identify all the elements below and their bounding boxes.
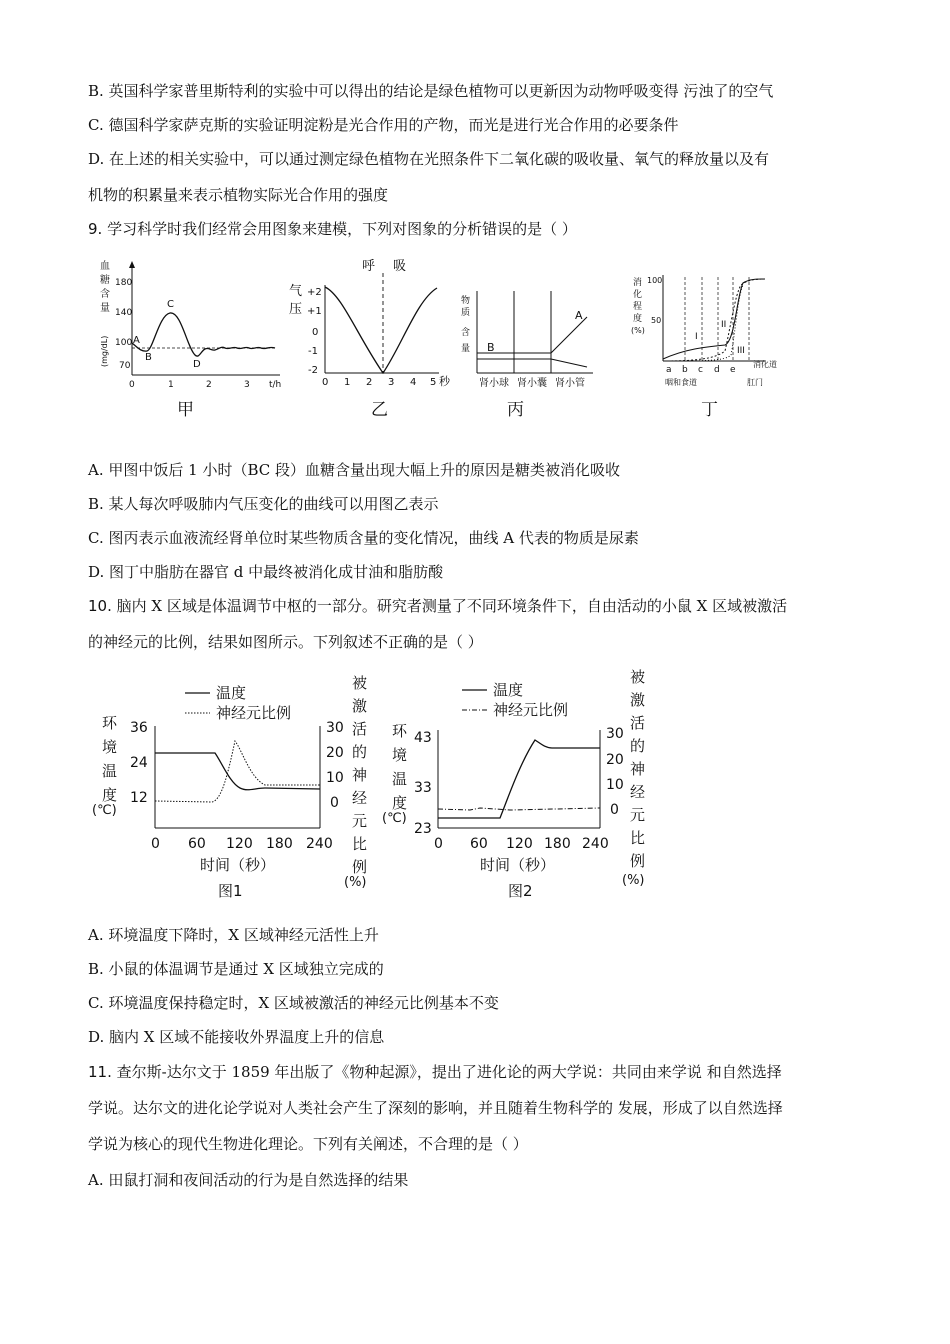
bing-ylabel-0: 物 — [461, 296, 471, 306]
yi-ytick-0: 0 — [312, 327, 319, 338]
fig2-right-label-6: 元 — [630, 806, 646, 824]
q10-option-b: B. 小鼠的体温调节是通过 X 区域独立完成的 — [88, 960, 384, 978]
q9-option-d: D. 图丁中脂肪在器官 d 中最终被消化成甘油和脂肪酸 — [88, 563, 444, 581]
fig1-temp-curve — [155, 753, 320, 790]
q11-number: 11. — [88, 1063, 112, 1081]
fig1-caption: 图1 — [218, 882, 243, 900]
fig1-right-tick-10: 10 — [326, 770, 344, 786]
ding-label-3: III — [737, 346, 745, 356]
bing-xlabel-2: 肾小管 — [555, 378, 585, 389]
fig2-left-tick-23: 23 — [414, 821, 432, 837]
ding-seg1: 咽和食道 — [665, 378, 697, 387]
fig2-right-tick-20: 20 — [606, 752, 624, 768]
fig2-ratio-curve — [438, 808, 600, 810]
bing-curve-a: A — [575, 309, 583, 322]
fig2-left-label-1: 境 — [392, 746, 408, 764]
fig-yi — [289, 259, 451, 420]
q9-option-b: B. 某人每次呼吸肺内气压变化的曲线可以用图乙表示 — [88, 495, 439, 513]
fig2-legend-ratio: 神经元比例 — [493, 701, 569, 719]
bing-ylabel-1: 质 — [461, 308, 471, 318]
yi-ylabel-0: 气 — [289, 284, 303, 299]
yi-xtick-0: 0 — [322, 377, 329, 388]
ding-curve-2 — [663, 279, 765, 361]
fig1-right-unit: (%) — [344, 875, 367, 890]
jia-xtick-0: 0 — [129, 380, 135, 390]
ding-ytick-100: 100 — [647, 276, 663, 285]
fig1-legend-ratio: 神经元比例 — [216, 704, 292, 722]
q10-option-c: C. 环境温度保持稳定时，X 区域被激活的神经元比例基本不变 — [88, 994, 499, 1012]
yi-ytick-p2: +2 — [307, 287, 322, 298]
bing-ylabel-3: 量 — [461, 344, 471, 354]
bing-caption: 丙 — [507, 400, 524, 420]
fig2-left-label-0: 环 — [392, 722, 408, 740]
fig1-left-tick-24: 24 — [130, 755, 148, 771]
yi-xtick-2: 2 — [366, 377, 373, 388]
ding-xtick-c: c — [698, 365, 703, 375]
yi-xunit: 秒 — [439, 375, 450, 388]
fig1-left-tick-12: 12 — [130, 790, 148, 806]
jia-point-a: A — [133, 335, 140, 346]
fig1-right-label-8: 例 — [352, 858, 368, 876]
fig1-xtick-240: 240 — [306, 836, 333, 852]
jia-ylabel-2: 含 — [100, 289, 110, 300]
fig1-right-tick-20: 20 — [326, 745, 344, 761]
fig1-ratio-curve — [155, 741, 320, 802]
q11-option-a: A. 田鼠打洞和夜间活动的行为是自然选择的结果 — [88, 1171, 409, 1189]
jia-ytick-70: 70 — [119, 361, 131, 371]
ding-ytick-50: 50 — [651, 316, 662, 325]
bing-ylabel-2: 含 — [461, 328, 471, 338]
fig2-xtick-0: 0 — [434, 836, 443, 852]
q11-stem-cont1: 学说。达尔文的进化论学说对人类社会产生了深刻的影响，并且随着生物科学的 发展，形成了以自然选择 — [88, 1099, 783, 1117]
q10-option-a: A. 环境温度下降时，X 区域神经元活性上升 — [88, 926, 379, 944]
fig2-right-label-0: 被 — [630, 668, 646, 686]
fig2-xtick-240: 240 — [582, 836, 609, 852]
q8-option-c: C. 德国科学家萨克斯的实验证明淀粉是光合作用的产物，而光是进行光合作用的必要条件 — [88, 116, 679, 134]
fig1-xtick-120: 120 — [226, 836, 253, 852]
fig2-right-label-1: 激 — [630, 691, 646, 709]
fig2-legend-temp: 温度 — [493, 681, 524, 699]
jia-xtick-2: 2 — [206, 380, 212, 390]
q10-number: 10. — [88, 597, 112, 615]
q8-option-d: D. 在上述的相关实验中，可以通过测定绿色植物在光照条件下二氧化碳的吸收量、氧气的释放量以及有 — [88, 150, 770, 168]
jia-ytick-140: 140 — [115, 308, 133, 318]
fig1-right-label-5: 经 — [352, 789, 368, 807]
q9-figures — [95, 255, 795, 425]
q11-stem — [88, 1061, 782, 1083]
fig2-right-label-8: 例 — [630, 852, 646, 870]
fig1-right-tick-30: 30 — [326, 720, 344, 736]
fig1-left-label-3: 度 — [102, 786, 118, 804]
fig2-xtick-60: 60 — [470, 836, 488, 852]
ding-ylabel-0: 消 — [633, 278, 643, 288]
fig1-left-label-0: 环 — [102, 714, 118, 732]
fig2-left-unit: (℃) — [382, 811, 407, 826]
jia-point-b: B — [145, 352, 152, 363]
fig2-xlabel: 时间（秒） — [480, 856, 556, 874]
ding-label-1: I — [695, 332, 698, 342]
yi-xtick-5: 5 — [430, 377, 437, 388]
fig1-right-label-1: 激 — [352, 697, 368, 715]
fig2-right-unit: (%) — [622, 873, 645, 888]
fig-jia — [100, 260, 281, 420]
fig2-right-label-5: 经 — [630, 783, 646, 801]
q8-option-b: B. 英国科学家普里斯特利的实验中可以得出的结论是绿色植物可以更新因为动物呼吸变得 污浊了的空气 — [88, 82, 774, 100]
fig1-right-label-3: 的 — [352, 743, 368, 761]
fig1-xtick-180: 180 — [266, 836, 293, 852]
jia-xunit: t/h — [269, 380, 282, 390]
yi-xtick-1: 1 — [344, 377, 351, 388]
fig1-legend-temp: 温度 — [216, 684, 247, 702]
fig2-right-label-4: 神 — [630, 760, 646, 778]
jia-yunit: (mg/dL) — [100, 335, 109, 367]
yi-xtick-4: 4 — [410, 377, 417, 388]
q10-stem-text: 脑内 X 区域是体温调节中枢的一部分。研究者测量了不同环境条件下，自由活动的小鼠 X 区域被激活 — [116, 597, 788, 615]
fig2-xtick-180: 180 — [544, 836, 571, 852]
ding-ylabel-1: 化 — [633, 290, 643, 300]
fig1 — [92, 674, 367, 900]
fig1-right-tick-0: 0 — [330, 795, 339, 811]
fig2-right-label-3: 的 — [630, 737, 646, 755]
q11-stem-cont2: 学说为核心的现代生物进化理论。下列有关阐述，不合理的是（ ） — [88, 1135, 528, 1153]
fig2-left-label-2: 温 — [392, 770, 408, 788]
fig1-right-label-6: 元 — [352, 812, 368, 830]
jia-curve — [132, 313, 275, 356]
fig2-left-tick-43: 43 — [414, 730, 432, 746]
fig2-right-tick-30: 30 — [606, 726, 624, 742]
yi-ytick-p1: +1 — [307, 306, 322, 317]
q9-stem-text: 学习科学时我们经常会用图象来建模，下列对图象的分析错误的是（ ） — [107, 220, 577, 238]
q9-option-c: C. 图丙表示血液流经肾单位时某些物质含量的变化情况，曲线 A 代表的物质是尿素 — [88, 529, 639, 547]
fig1-xtick-0: 0 — [151, 836, 160, 852]
yi-curve — [325, 287, 437, 373]
fig1-left-unit: (℃) — [92, 803, 117, 818]
fig1-left-tick-36: 36 — [130, 720, 148, 736]
fig1-left-label-2: 温 — [102, 762, 118, 780]
fig-bing — [461, 291, 593, 420]
ding-xtick-e: e — [730, 365, 736, 375]
ding-yunit: (%) — [631, 326, 645, 335]
bing-curve-b: B — [487, 341, 495, 354]
yi-caption: 乙 — [371, 400, 388, 420]
bing-xlabel-1: 肾小囊 — [517, 378, 547, 389]
fig1-right-label-0: 被 — [352, 674, 368, 692]
fig2-left-label-3: 度 — [392, 794, 408, 812]
fig1-left-label-1: 境 — [102, 738, 118, 756]
q11-stem-text: 查尔斯-达尔文于 1859 年出版了《物种起源》，提出了进化论的两大学说：共同由来学说 和自然选择 — [116, 1063, 782, 1081]
jia-point-c: C — [167, 299, 174, 310]
q10-figures — [90, 668, 670, 908]
yi-phase-inhale: 吸 — [393, 259, 407, 274]
fig1-xtick-60: 60 — [188, 836, 206, 852]
fig1-xlabel: 时间（秒） — [200, 856, 276, 874]
q10-stem-cont: 的神经元的比例，结果如图所示。下列叙述不正确的是（ ） — [88, 633, 483, 651]
fig2-right-tick-10: 10 — [606, 777, 624, 793]
bing-xlabel-0: 肾小球 — [479, 378, 509, 389]
ding-ylabel-2: 程 — [633, 302, 643, 312]
q9-stem — [88, 218, 577, 240]
fig2-caption: 图2 — [508, 882, 533, 900]
ding-xtick-d: d — [714, 365, 720, 375]
yi-ytick-m2: -2 — [308, 365, 318, 376]
fig-ding — [631, 275, 777, 420]
fig2-right-label-7: 比 — [630, 829, 646, 847]
jia-ytick-100: 100 — [115, 338, 133, 348]
jia-caption: 甲 — [177, 400, 194, 420]
jia-ylabel-3: 量 — [100, 303, 110, 314]
ding-curve-1 — [663, 279, 765, 359]
jia-point-d: D — [193, 359, 201, 370]
fig2-right-label-2: 活 — [630, 714, 646, 732]
ding-xtick-b: b — [682, 365, 688, 375]
yi-xtick-3: 3 — [388, 377, 395, 388]
fig2-xtick-120: 120 — [506, 836, 533, 852]
jia-ylabel-0: 血 — [100, 261, 110, 272]
jia-xtick-3: 3 — [244, 380, 250, 390]
q10-option-d: D. 脑内 X 区域不能接收外界温度上升的信息 — [88, 1028, 385, 1046]
jia-ytick-180: 180 — [115, 278, 133, 288]
fig2-left-tick-33: 33 — [414, 780, 432, 796]
ding-xlabel: 消化道 — [753, 360, 777, 369]
yi-ytick-m1: -1 — [308, 346, 318, 357]
q9-option-a: A. 甲图中饭后 1 小时（BC 段）血糖含量出现大幅上升的原因是糖类被消化吸收 — [88, 461, 620, 479]
jia-ylabel-1: 糖 — [100, 275, 110, 286]
ding-caption: 丁 — [701, 400, 718, 420]
yi-phase-exhale: 呼 — [362, 259, 376, 274]
yi-ylabel-1: 压 — [289, 302, 303, 317]
ding-ylabel-3: 度 — [633, 314, 643, 324]
ding-seg2: 肛门 — [747, 378, 763, 387]
q10-stem — [88, 595, 787, 617]
fig1-right-label-2: 活 — [352, 720, 368, 738]
fig2-right-tick-0: 0 — [610, 802, 619, 818]
fig1-right-label-4: 神 — [352, 766, 368, 784]
jia-xtick-1: 1 — [168, 380, 174, 390]
ding-label-2: II — [721, 320, 727, 330]
fig1-right-label-7: 比 — [352, 835, 368, 853]
fig2 — [382, 668, 645, 900]
q9-number: 9. — [88, 220, 103, 238]
fig2-temp-curve — [438, 740, 600, 818]
ding-xtick-a: a — [666, 365, 672, 375]
q8-option-d-cont: 机物的积累量来表示植物实际光合作用的强度 — [88, 186, 389, 204]
